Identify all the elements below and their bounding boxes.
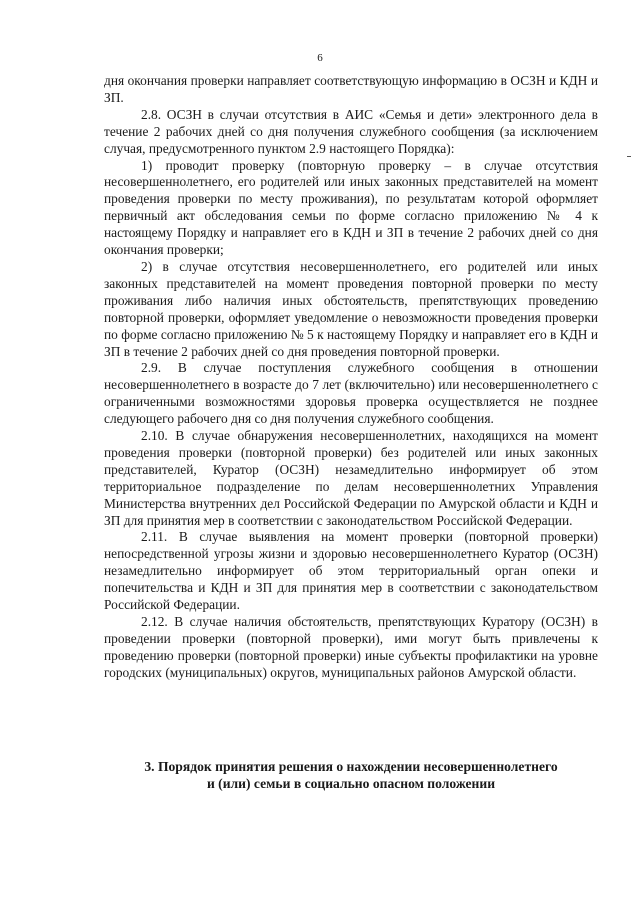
scan-mark: [627, 156, 631, 157]
paragraph-2-8-item-2: 2) в случае отсутствия несовершеннолетнего, его родителей или иных законных представителей на момент проведения повторной проверки по месту проживания либо наличия иных обстоятельств, препятствующих проведению повторной проверки, оформляет уведомление о невозможности проведения проверки по форме согласно приложению № 5 к настоящему Порядку и направляет его в КДН и ЗП в течение 2 рабочих дней со дня проведения повторной проверки.: [104, 258, 598, 359]
section-heading-line-1: 3. Порядок принятия решения о нахождении несовершеннолетнего: [144, 759, 558, 774]
page-number: 6: [317, 52, 323, 64]
paragraph-2-8: 2.8. ОСЗН в случаи отсутствия в АИС «Семья и дети» электронного дела в течение 2 рабочих дней со дня получения служебного сообщения (за исключением случая, предусмотренного пунктом 2.9 настоящего Порядка):: [104, 106, 598, 156]
section-heading-line-2: и (или) семьи в социально опасном положении: [206, 776, 496, 791]
paragraph-2-11: 2.11. В случае выявления на момент проверки (повторной проверки) непосредственной угрозы жизни и здоровью несовершеннолетнего Куратор (ОСЗН) незамедлительно информирует об этом территориальный орган опеки и попечительства и КДН и ЗП для принятия мер в соответствии с законодательством Российской Федерации.: [104, 529, 598, 613]
paragraph-2-12: 2.12. В случае наличия обстоятельств, препятствующих Куратору (ОСЗН) в проведении проверки (повторной проверки), ими могут быть привлечены к проведению проверки (повторной проверки) иные субъекты профилактики на уровне городских (муниципальных) округов, муниципальных районов Амурской области.: [104, 614, 598, 680]
paragraph-2-8-item-1: 1) проводит проверку (повторную проверку – в случае отсутствия несовершеннолетнего, его родителей или иных законных представителей на момент проведения проверки по месту проживания), по результатам которой оформляет первичный акт обследования семьи по форме согласно приложению № 4 к настоящему Порядку и направляет его в КДН и ЗП в течение 2 рабочих дней со дня окончания проверки;: [104, 157, 598, 258]
paragraph-continuation: дня окончания проверки направляет соответствующую информацию в ОСЗН и КДН и ЗП.: [104, 73, 598, 105]
paragraph-2-9: 2.9. В случае поступления служебного сообщения в отношении несовершеннолетнего в возрасте до 7 лет (включительно) или несовершеннолетнего с ограниченными возможностями здоровья проверка осуществляется не позднее следующего рабочего дня со дня получения служебного сообщения.: [104, 360, 598, 427]
document-body: [104, 73, 598, 682]
section-heading: [104, 758, 598, 792]
paragraph-2-10: 2.10. В случае обнаружения несовершеннолетних, находящихся на момент проведения проверки (повторной проверки) без родителей или иных законных представителей, Куратор (ОСЗН) незамедлительно информирует об этом территориальное подразделение по делам несовершеннолетних Управления Министерства внутренних дел Российской Федерации по Амурской области и КДН и ЗП для принятия мер в соответствии с законодательством Российской Федерации.: [104, 428, 598, 528]
